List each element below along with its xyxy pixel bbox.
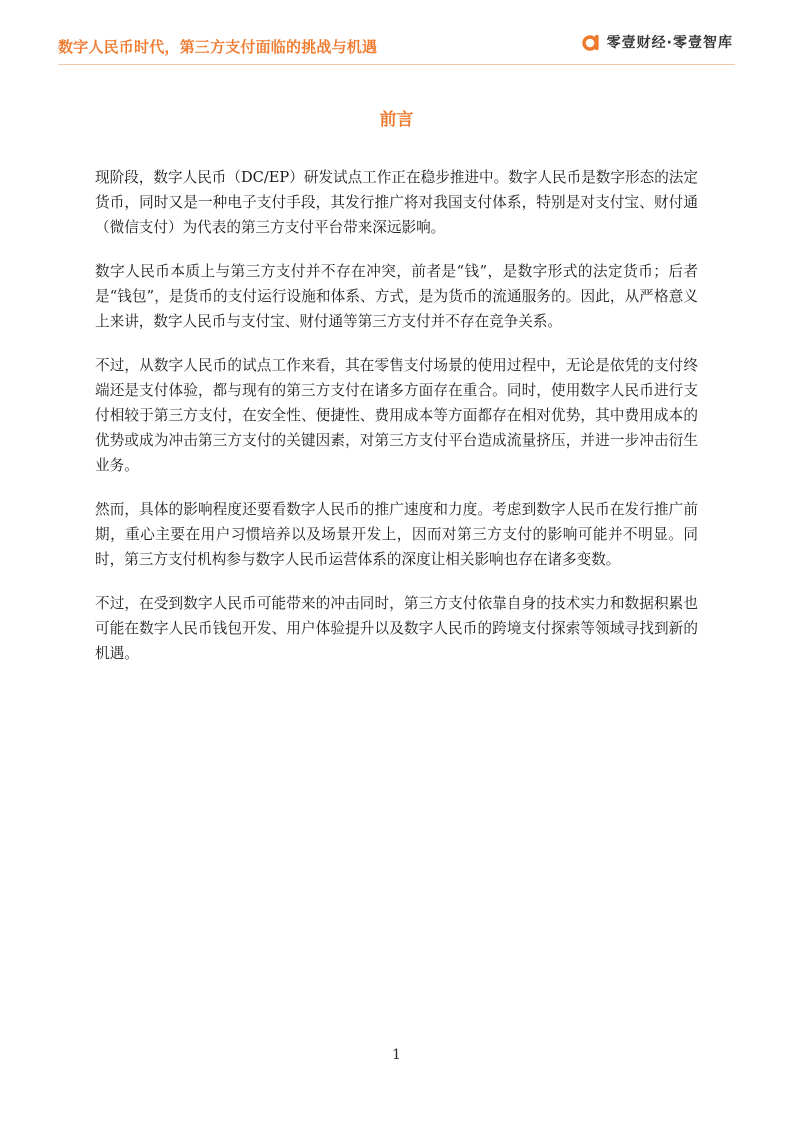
paragraph: 然而，具体的影响程度还要看数字人民币的推广速度和力度。考虑到数字人民币在发行推广前期，重心主要在用户习惯培养以及场景开发上，因而对第三方支付的影响可能并不明显。同时，第三方支付机构参与数字人民币运营体系的深度让相关影响也存在诸多变数。 — [95, 501, 698, 568]
paragraph: 数字人民币本质上与第三方支付并不存在冲突，前者是“钱”，是数字形式的法定货币；后者是“钱包”，是货币的支付运行设施和体系、方式，是为货币的流通服务的。因此，从严格意义上来讲，数字人民币与支付宝、财付通等第三方支付并不存在竞争关系。 — [95, 263, 698, 330]
lingyi-logo-icon — [581, 32, 601, 52]
paragraph: 不过，从数字人民币的试点工作来看，其在零售支付场景的使用过程中，无论是依凭的支付终端还是支付体验，都与现有的第三方支付在诸多方面存在重合。同时，使用数字人民币进行支付相较于第三方支付，在安全性、便捷性、费用成本等方面都存在相对优势，其中费用成本的优势或成为冲击第三方支付的关键因素，对第三方支付平台造成流量挤压，并进一步冲击衍生业务。 — [95, 357, 698, 474]
section-title: 前言 — [379, 110, 414, 130]
page-number: 1 — [392, 1047, 401, 1063]
page-header — [0, 0, 793, 64]
brand-name: 零壹财经·零壹智库 — [606, 35, 733, 51]
body-text — [95, 165, 698, 685]
report-title: 数字人民币时代，第三方支付面临的挑战与机遇 — [58, 38, 378, 56]
brand — [581, 32, 733, 52]
header-divider — [58, 64, 735, 65]
paragraph: 现阶段，数字人民币（DC/EP）研发试点工作正在稳步推进中。数字人民币是数字形态的法定货币，同时又是一种电子支付手段，其发行推广将对我国支付体系，特别是对支付宝、财付通（微信支付）为代表的第三方支付平台带来深远影响。 — [95, 169, 698, 236]
paragraph: 不过，在受到数字人民币可能带来的冲击同时，第三方支付依靠自身的技术实力和数据积累也可能在数字人民币钱包开发、用户体验提升以及数字人民币的跨境支付探索等领域寻找到新的机遇。 — [95, 595, 698, 662]
